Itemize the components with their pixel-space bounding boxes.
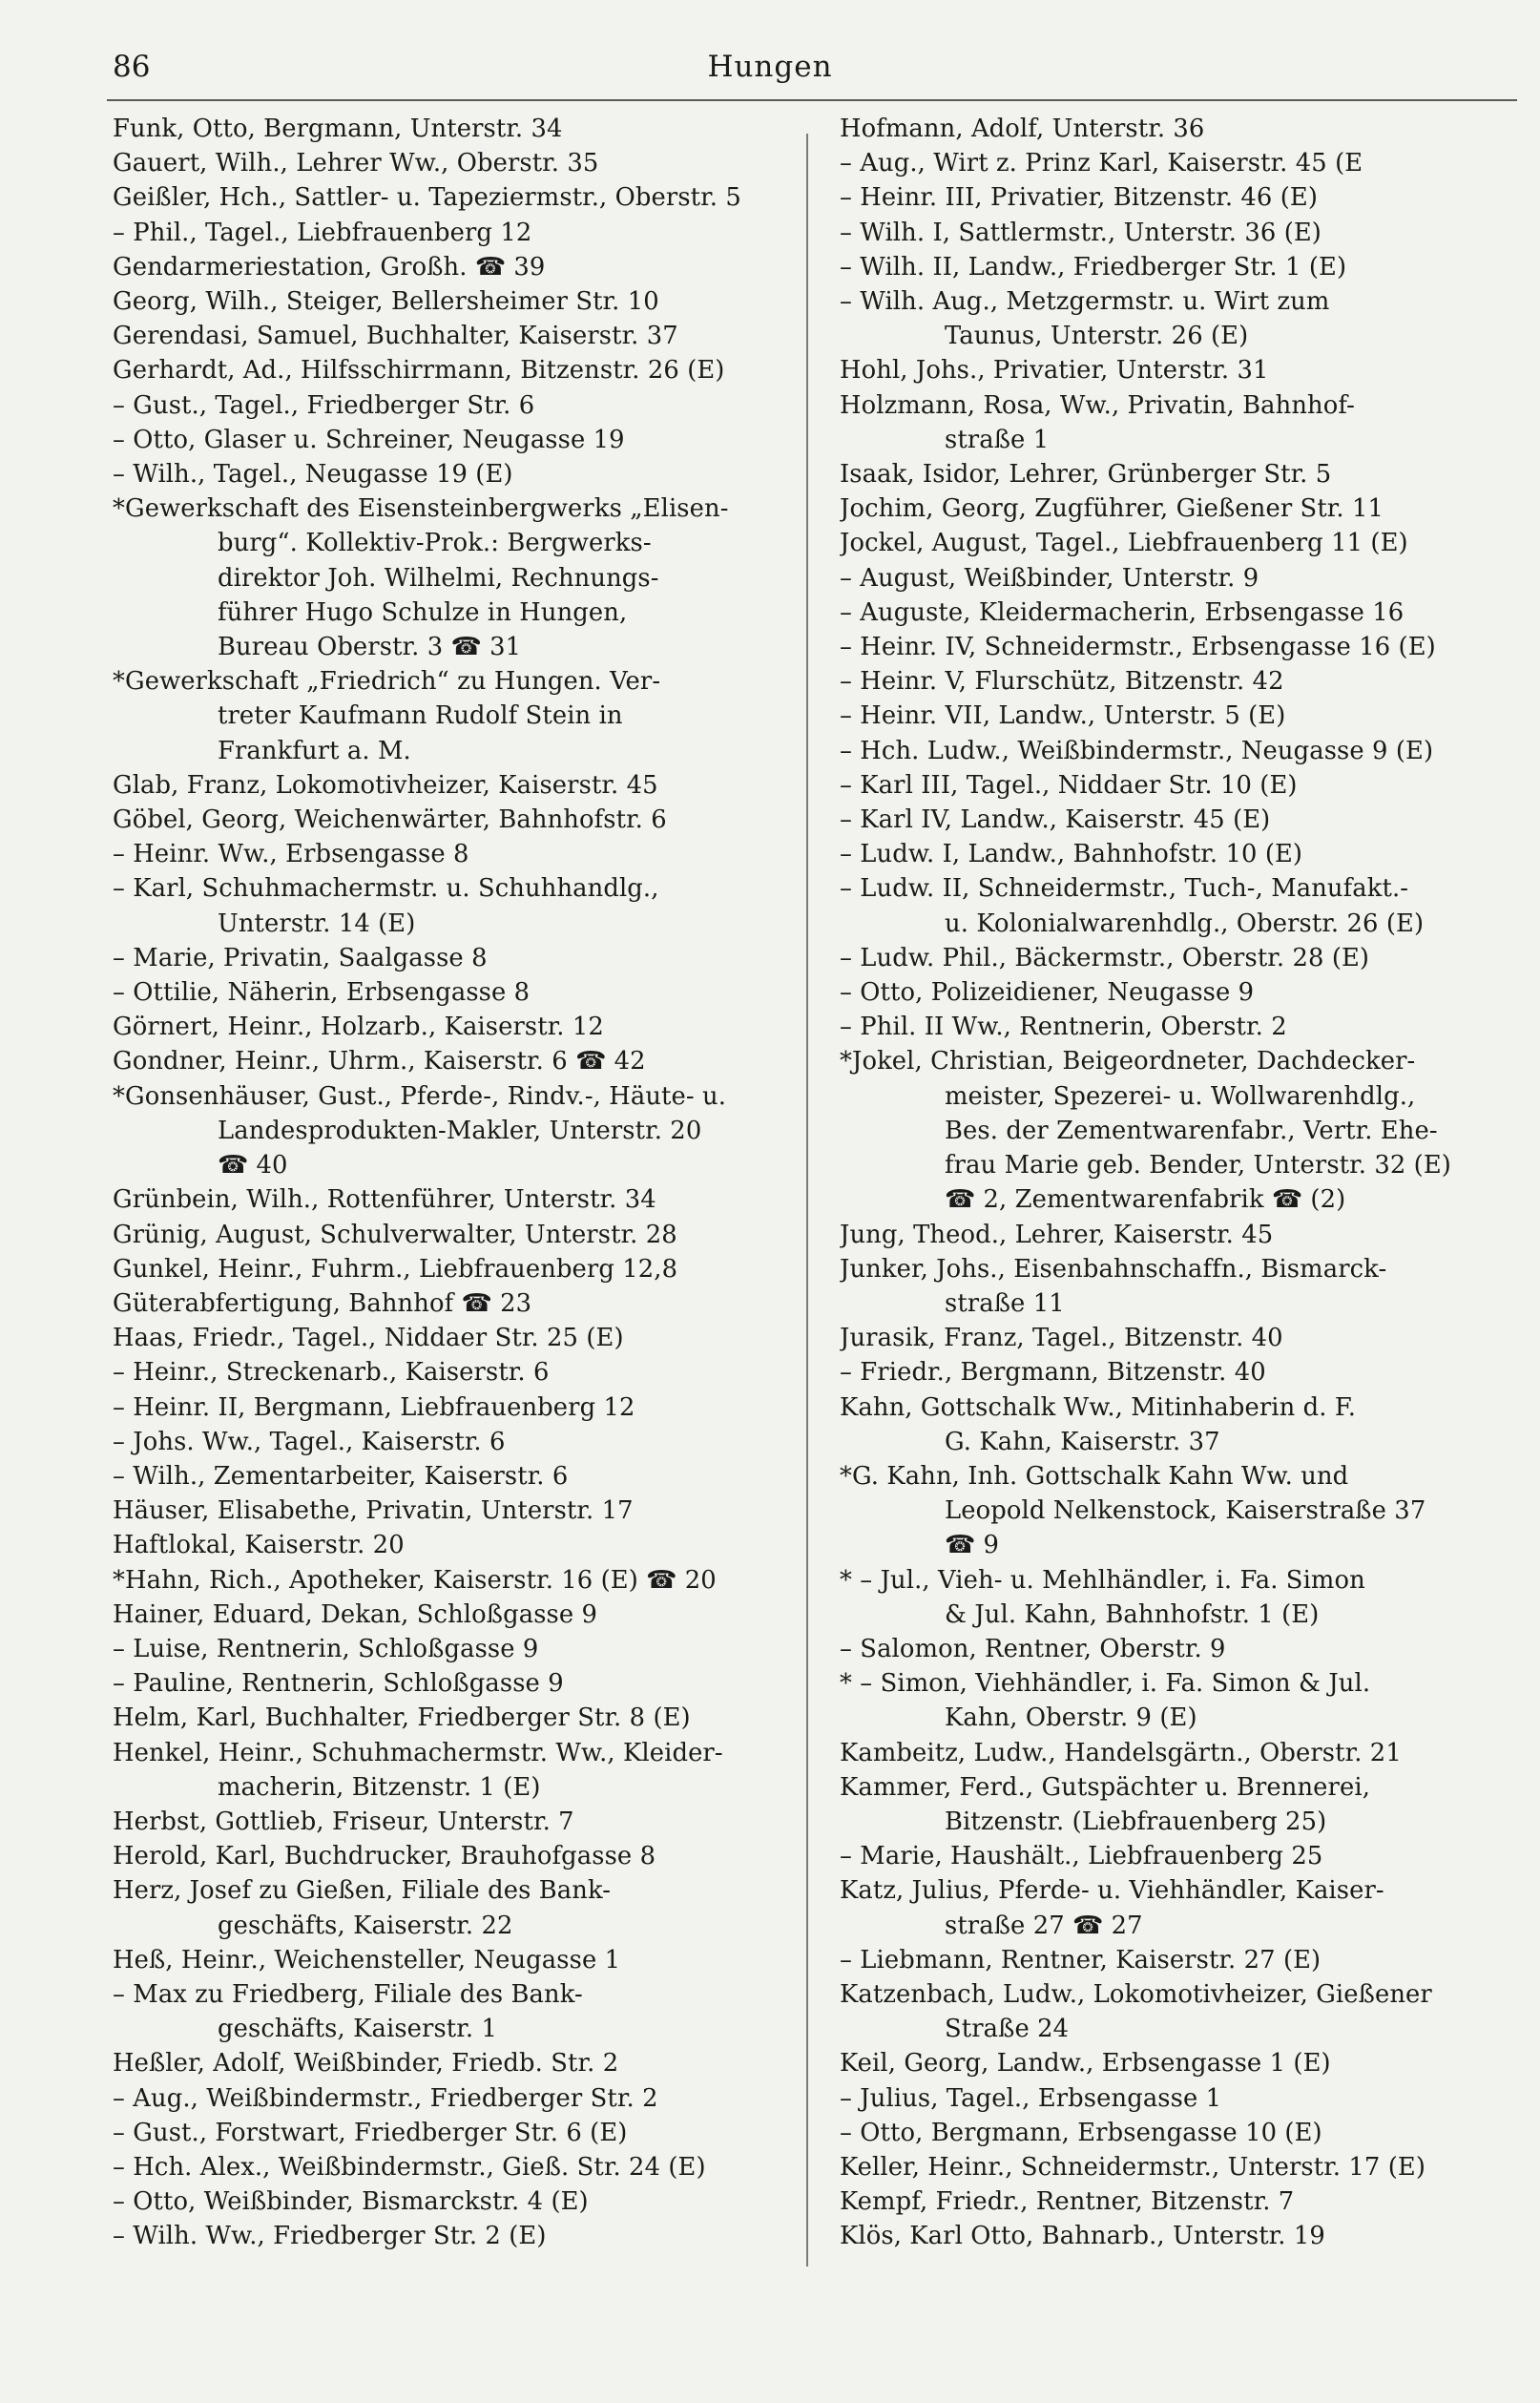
- directory-entry: – Wilh., Zementarbeiter, Kaiserstr. 6: [113, 1461, 569, 1491]
- directory-entry: – Ottilie, Näherin, Erbsengasse 8: [113, 978, 531, 1008]
- directory-entry: Haftlokal, Kaiserstr. 20: [113, 1531, 405, 1560]
- directory-entry: – Hch. Alex., Weißbindermstr., Gieß. Str. 24 (E): [113, 2152, 706, 2182]
- directory-entry-continuation: ☎ 40: [218, 1151, 288, 1181]
- header-rule: [107, 99, 1517, 101]
- directory-entry: – Marie, Privatin, Saalgasse 8: [113, 943, 488, 972]
- directory-entry-continuation: Bitzenstr. (Liebfrauenberg 25): [945, 1807, 1327, 1836]
- directory-entry: Klös, Karl Otto, Bahnarb., Unterstr. 19: [840, 2222, 1325, 2251]
- directory-entry: – Ludw. Phil., Bäckermstr., Oberstr. 28 (E): [840, 943, 1370, 972]
- directory-entry: Gondner, Heinr., Uhrm., Kaiserstr. 6 ☎ 42: [113, 1047, 646, 1076]
- directory-entry: – Heinr. II, Bergmann, Liebfrauenberg 12: [113, 1392, 635, 1422]
- directory-entry-continuation: Landesprodukten-Makler, Unterstr. 20: [218, 1116, 702, 1145]
- directory-entry: Henkel, Heinr., Schuhmachermstr. Ww., Kleider-: [113, 1738, 723, 1767]
- directory-entry-continuation: straße 1: [945, 425, 1050, 454]
- directory-entry: – Otto, Weißbinder, Bismarckstr. 4 (E): [113, 2187, 589, 2217]
- directory-entry: – August, Weißbinder, Unterstr. 9: [840, 563, 1259, 593]
- directory-entry: Kambeitz, Ludw., Handelsgärtn., Oberstr. 21: [840, 1738, 1402, 1767]
- right-column: [840, 112, 1517, 2383]
- directory-entry: * – Jul., Vieh- u. Mehlhändler, i. Fa. Simon: [840, 1565, 1365, 1595]
- directory-entry: Göbel, Georg, Weichenwärter, Bahnhofstr. 6: [113, 805, 667, 835]
- directory-entry-continuation: macherin, Bitzenstr. 1 (E): [218, 1772, 541, 1802]
- page-number: 86: [113, 50, 151, 84]
- directory-entry: Geißler, Hch., Sattler- u. Tapeziermstr., Oberstr. 5: [113, 183, 741, 213]
- directory-entry-continuation: meister, Spezerei- u. Wollwarenhdlg.,: [945, 1081, 1416, 1111]
- directory-entry: Kammer, Ferd., Gutspächter u. Brennerei,: [840, 1772, 1370, 1802]
- directory-entry-continuation: u. Kolonialwarenhdlg., Oberstr. 26 (E): [945, 909, 1425, 938]
- directory-entry: – Otto, Glaser u. Schreiner, Neugasse 19: [113, 425, 625, 454]
- directory-entry: Jockel, August, Tagel., Liebfrauenberg 11 (E): [840, 529, 1408, 558]
- directory-entry: Gunkel, Heinr., Fuhrm., Liebfrauenberg 12,8: [113, 1254, 678, 1284]
- directory-entry: – Luise, Rentnerin, Schloßgasse 9: [113, 1634, 539, 1663]
- directory-entry: – Heinr. IV, Schneidermstr., Erbsengasse 16 (E): [840, 633, 1436, 662]
- directory-entry: – Friedr., Bergmann, Bitzenstr. 40: [840, 1358, 1266, 1388]
- directory-entry-continuation: Taunus, Unterstr. 26 (E): [945, 322, 1249, 351]
- directory-entry: Jung, Theod., Lehrer, Kaiserstr. 45: [840, 1220, 1274, 1249]
- directory-entry-continuation: Bes. der Zementwarenfabr., Vertr. Ehe-: [945, 1116, 1438, 1145]
- directory-entry: *Gewerkschaft „Friedrich“ zu Hungen. Ver-: [113, 667, 661, 697]
- directory-entry-continuation: ☎ 2, Zementwarenfabrik ☎ (2): [945, 1185, 1346, 1215]
- directory-entry: Helm, Karl, Buchhalter, Friedberger Str. 8 (E): [113, 1703, 691, 1733]
- directory-entry-continuation: & Jul. Kahn, Bahnhofstr. 1 (E): [945, 1599, 1320, 1629]
- directory-entry: *Gonsenhäuser, Gust., Pferde-, Rindv.-, Häute- u.: [113, 1081, 726, 1111]
- directory-entry-continuation: direktor Joh. Wilhelmi, Rechnungs-: [218, 563, 659, 593]
- directory-entry: Hainer, Eduard, Dekan, Schloßgasse 9: [113, 1599, 598, 1629]
- directory-entry: Kahn, Gottschalk Ww., Mitinhaberin d. F.: [840, 1392, 1357, 1422]
- directory-entry: Güterabfertigung, Bahnhof ☎ 23: [113, 1288, 532, 1318]
- directory-entry: – Wilh. I, Sattlermstr., Unterstr. 36 (E): [840, 218, 1321, 247]
- directory-entry: – Heinr. Ww., Erbsengasse 8: [113, 840, 469, 869]
- directory-entry-continuation: straße 11: [945, 1288, 1065, 1318]
- directory-entry-continuation: G. Kahn, Kaiserstr. 37: [945, 1427, 1220, 1456]
- directory-entry: – Heinr., Streckenarb., Kaiserstr. 6: [113, 1358, 550, 1388]
- directory-entry-continuation: Unterstr. 14 (E): [218, 909, 416, 938]
- directory-entry: – Max zu Friedberg, Filiale des Bank-: [113, 1979, 583, 2009]
- directory-entry: Herz, Josef zu Gießen, Filiale des Bank-: [113, 1876, 612, 1906]
- directory-entry: Grünbein, Wilh., Rottenführer, Unterstr. 34: [113, 1185, 656, 1215]
- directory-entry: Funk, Otto, Bergmann, Unterstr. 34: [113, 115, 563, 143]
- directory-entry-continuation: Bureau Oberstr. 3 ☎ 31: [218, 633, 522, 662]
- directory-entry: – Karl, Schuhmachermstr. u. Schuhhandlg.,: [113, 874, 659, 904]
- directory-entry: Holzmann, Rosa, Ww., Privatin, Bahnhof-: [840, 390, 1355, 420]
- directory-entry: Heßler, Adolf, Weißbinder, Friedb. Str. 2: [113, 2049, 619, 2079]
- directory-entry: – Heinr. VII, Landw., Unterstr. 5 (E): [840, 701, 1286, 731]
- directory-entry: – Otto, Polizeidiener, Neugasse 9: [840, 978, 1255, 1008]
- directory-entry: Gerhardt, Ad., Hilfsschirrmann, Bitzenstr. 26 (E): [113, 356, 725, 386]
- directory-entry: Kempf, Friedr., Rentner, Bitzenstr. 7: [840, 2187, 1295, 2217]
- column-divider: [806, 134, 808, 2267]
- directory-entry: – Karl III, Tagel., Niddaer Str. 10 (E): [840, 770, 1298, 800]
- directory-entry: – Gust., Tagel., Friedberger Str. 6: [113, 390, 535, 420]
- directory-entry: Glab, Franz, Lokomotivheizer, Kaiserstr. 45: [113, 770, 658, 800]
- directory-entry: – Liebmann, Rentner, Kaiserstr. 27 (E): [840, 1945, 1321, 1975]
- directory-entry-continuation: burg“. Kollektiv-Prok.: Bergwerks-: [218, 529, 652, 558]
- directory-entry: Jochim, Georg, Zugführer, Gießener Str. 11: [840, 494, 1384, 524]
- directory-entry: – Johs. Ww., Tagel., Kaiserstr. 6: [113, 1427, 506, 1456]
- directory-entry-continuation: frau Marie geb. Bender, Unterstr. 32 (E): [945, 1151, 1451, 1181]
- directory-entry: – Ludw. II, Schneidermstr., Tuch-, Manufakt.-: [840, 874, 1409, 904]
- directory-entry: – Phil., Tagel., Liebfrauenberg 12: [113, 218, 532, 247]
- directory-entry: Gauert, Wilh., Lehrer Ww., Oberstr. 35: [113, 149, 599, 178]
- page-header: [0, 50, 1540, 97]
- directory-entry: Häuser, Elisabethe, Privatin, Unterstr. 17: [113, 1496, 634, 1526]
- directory-entry: Haas, Friedr., Tagel., Niddaer Str. 25 (E): [113, 1324, 624, 1353]
- directory-entry-continuation: Straße 24: [945, 2015, 1070, 2044]
- directory-entry: – Hch. Ludw., Weißbindermstr., Neugasse 9 (E): [840, 736, 1434, 765]
- directory-entry: – Auguste, Kleidermacherin, Erbsengasse 16: [840, 597, 1405, 627]
- directory-entry: Keil, Georg, Landw., Erbsengasse 1 (E): [840, 2049, 1331, 2079]
- directory-entry: – Julius, Tagel., Erbsengasse 1: [840, 2083, 1222, 2113]
- directory-entry-continuation: Leopold Nelkenstock, Kaiserstraße 37: [945, 1496, 1426, 1526]
- directory-entry: Katzenbach, Ludw., Lokomotivheizer, Gießener: [840, 1979, 1432, 2009]
- directory-entry-continuation: straße 27 ☎ 27: [945, 1911, 1143, 1940]
- directory-entry-continuation: Kahn, Oberstr. 9 (E): [945, 1703, 1197, 1733]
- directory-entry: *Gewerkschaft des Eisensteinbergwerks „Elisen-: [113, 494, 729, 524]
- directory-entry-continuation: treter Kaufmann Rudolf Stein in: [218, 701, 623, 731]
- running-head-title: Hungen: [707, 50, 833, 84]
- directory-entry: – Otto, Bergmann, Erbsengasse 10 (E): [840, 2118, 1322, 2147]
- directory-entry: Heß, Heinr., Weichensteller, Neugasse 1: [113, 1945, 621, 1975]
- directory-entry: – Gust., Forstwart, Friedberger Str. 6 (E): [113, 2118, 628, 2147]
- directory-entry: Isaak, Isidor, Lehrer, Grünberger Str. 5: [840, 460, 1332, 490]
- directory-entry: – Wilh. Ww., Friedberger Str. 2 (E): [113, 2222, 547, 2251]
- directory-entry: – Phil. II Ww., Rentnerin, Oberstr. 2: [840, 1013, 1287, 1042]
- directory-entry: Görnert, Heinr., Holzarb., Kaiserstr. 12: [113, 1013, 604, 1042]
- directory-entry-continuation: geschäfts, Kaiserstr. 1: [218, 2015, 497, 2044]
- directory-entry: – Wilh. Aug., Metzgermstr. u. Wirt zum: [840, 287, 1330, 317]
- directory-entry: – Karl IV, Landw., Kaiserstr. 45 (E): [840, 805, 1271, 835]
- directory-entry: – Salomon, Rentner, Oberstr. 9: [840, 1634, 1226, 1663]
- directory-entry: Grünig, August, Schulverwalter, Unterstr. 28: [113, 1220, 677, 1249]
- directory-entry: *Hahn, Rich., Apotheker, Kaiserstr. 16 (E) ☎ 20: [113, 1565, 717, 1595]
- directory-entry: Gerendasi, Samuel, Buchhalter, Kaiserstr. 37: [113, 322, 678, 351]
- directory-entry: Georg, Wilh., Steiger, Bellersheimer Str. 10: [113, 287, 659, 317]
- directory-entry: Herbst, Gottlieb, Friseur, Unterstr. 7: [113, 1807, 574, 1836]
- directory-entry: Hohl, Johs., Privatier, Unterstr. 31: [840, 356, 1269, 386]
- directory-entry: Keller, Heinr., Schneidermstr., Unterstr. 17 (E): [840, 2152, 1426, 2182]
- directory-entry-continuation: geschäfts, Kaiserstr. 22: [218, 1911, 513, 1940]
- directory-entry: Gendarmeriestation, Großh. ☎ 39: [113, 252, 546, 282]
- directory-entry: – Aug., Wirt z. Prinz Karl, Kaiserstr. 45 (E: [840, 149, 1363, 178]
- directory-entry: *G. Kahn, Inh. Gottschalk Kahn Ww. und: [840, 1461, 1349, 1491]
- directory-entry: – Marie, Haushält., Liebfrauenberg 25: [840, 1842, 1323, 1871]
- directory-entry: * – Simon, Viehhändler, i. Fa. Simon & Jul.: [840, 1669, 1371, 1699]
- directory-entry: Hofmann, Adolf, Unterstr. 36: [840, 115, 1205, 143]
- directory-entry: Junker, Johs., Eisenbahnschaffn., Bismarck-: [840, 1254, 1387, 1284]
- directory-entry: – Heinr. V, Flurschütz, Bitzenstr. 42: [840, 667, 1284, 697]
- directory-entry-continuation: führer Hugo Schulze in Hungen,: [218, 597, 628, 627]
- directory-entry: – Wilh., Tagel., Neugasse 19 (E): [113, 460, 513, 490]
- directory-entry: Jurasik, Franz, Tagel., Bitzenstr. 40: [840, 1324, 1283, 1353]
- directory-entry: – Pauline, Rentnerin, Schloßgasse 9: [113, 1669, 564, 1699]
- directory-entry: *Jokel, Christian, Beigeordneter, Dachdecker-: [840, 1047, 1416, 1076]
- directory-entry: – Ludw. I, Landw., Bahnhofstr. 10 (E): [840, 840, 1303, 869]
- directory-entry-continuation: Frankfurt a. M.: [218, 736, 411, 765]
- directory-entry-continuation: ☎ 9: [945, 1531, 1000, 1560]
- left-column: [113, 112, 790, 2383]
- directory-entry: – Wilh. II, Landw., Friedberger Str. 1 (E): [840, 252, 1347, 282]
- directory-entry: Herold, Karl, Buchdrucker, Brauhofgasse 8: [113, 1842, 656, 1871]
- directory-entry: Katz, Julius, Pferde- u. Viehhändler, Kaiser-: [840, 1876, 1384, 1906]
- directory-entry: – Aug., Weißbindermstr., Friedberger Str. 2: [113, 2083, 658, 2113]
- directory-entry: – Heinr. III, Privatier, Bitzenstr. 46 (E): [840, 183, 1319, 213]
